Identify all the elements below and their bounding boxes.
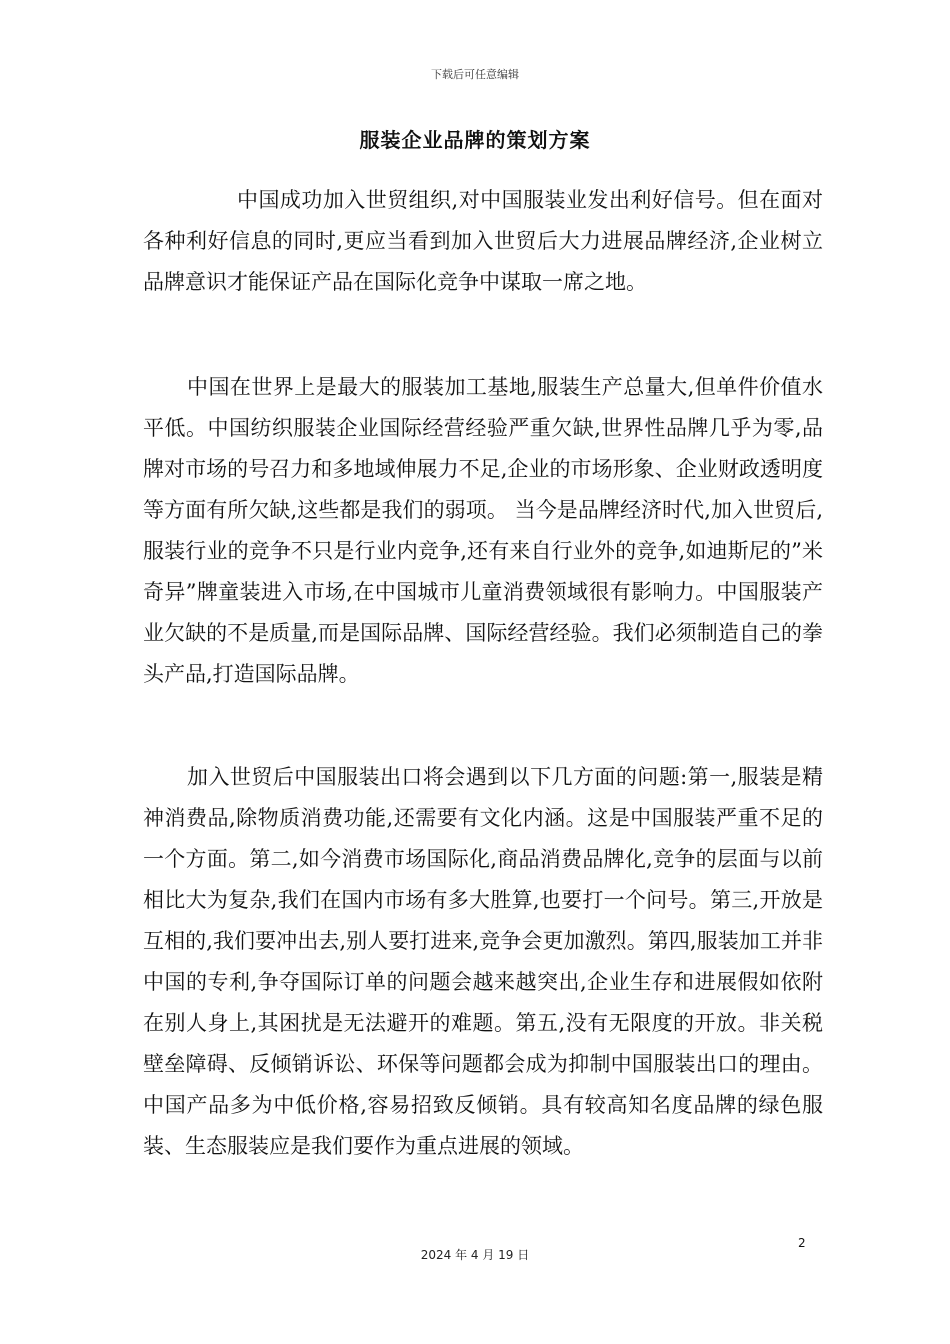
- page-footer-date: 2024 年 4 月 19 日: [420, 1248, 530, 1262]
- page-header: 下载后可任意编辑: [431, 68, 519, 81]
- paragraph-1: 中国成功加入世贸组织,对中国服装业发出利好信号。但在面对各种利好信息的同时,更应当看到加入世贸后大力进展品牌经济,企业树立品牌意识才能保证产品在国际化竞争中谋取一席之地。: [143, 188, 823, 294]
- paragraph-3: 加入世贸后中国服装出口将会遇到以下几方面的问题:第一,服装是精神消费品,除物质消费功能,还需要有文化内涵。这是中国服装严重不足的一个方面。第二,如今消费市场国际化,商品消费品牌化,竞争的层面与以前相比大为复杂,我们在国内市场有多大胜算,也要打一个问号。第三,开放是互相的,我们要冲出去,别人要打进来,竞争会更加激烈。第四,服装加工并非中国的专利,争夺国际订单的问题会越来越突出,企业生存和进展假如依附在别人身上,其困扰是无法避开的难题。第五,没有无限度的开放。非关税壁垒障碍、反倾销诉讼、环保等问题都会成为抑制中国服装出口的理由。中国产品多为中低价格,容易招致反倾销。具有较高知名度品牌的绿色服装、生态服装应是我们要作为重点进展的领域。: [143, 765, 823, 1158]
- page-number: 2: [798, 1236, 806, 1250]
- document-title: 服装企业品牌的策划方案: [359, 128, 591, 152]
- paragraph-2: 中国在世界上是最大的服装加工基地,服装生产总量大,但单件价值水平低。中国纺织服装企业国际经营经验严重欠缺,世界性品牌几乎为零,品牌对市场的号召力和多地域伸展力不足,企业的市场形象、企业财政透明度等方面有所欠缺,这些都是我们的弱项。 当今是品牌经济时代,加入世贸后,服装行业的竞争不只是行业内竞争,还有来自行业外的竞争,如迪斯尼的”米奇异”牌童装进入市场,在中国城市儿童消费领域很有影响力。中国服装产业欠缺的不是质量,而是国际品牌、国际经营经验。我们必须制造自己的拳头产品,打造国际品牌。: [143, 375, 823, 686]
